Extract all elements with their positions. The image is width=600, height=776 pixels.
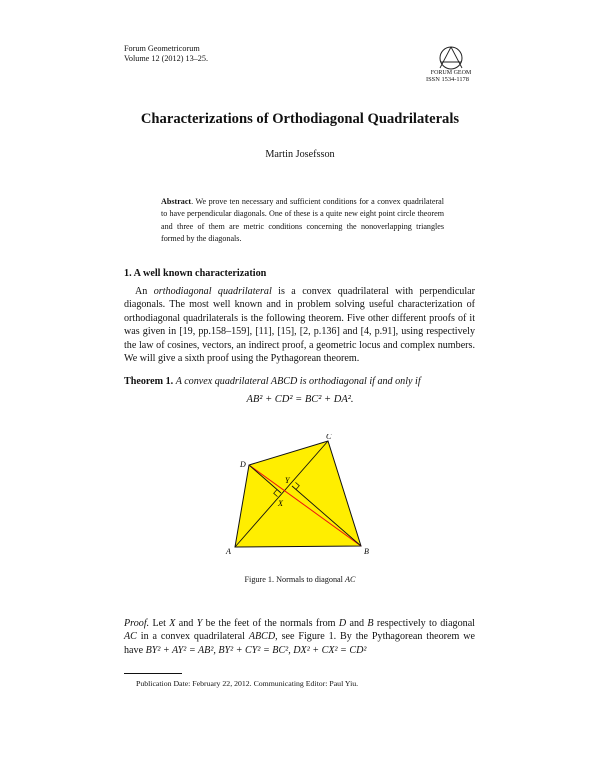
- journal-name: Forum Geometricorum: [124, 44, 200, 53]
- proof-label: Proof.: [124, 618, 150, 629]
- theorem-label: Theorem 1.: [124, 376, 174, 387]
- issn: ISSN 1534-1178: [426, 76, 469, 83]
- label-D: D: [240, 460, 246, 469]
- abstract-text: . We prove ten necessary and sufficient conditions for a convex quadrilateral to have perpendicular diagonals. One of these is a quite new eight point circle theorem and three of them are metric conditions concerning the nonoverlapping triangles formed by the diagonals.: [161, 197, 444, 243]
- footnote: Publication Date: February 22, 2012. Communicating Editor: Paul Yiu.: [136, 679, 359, 688]
- theorem-equation: AB² + CD² = BC² + DA².: [246, 394, 354, 405]
- logo-icon: [428, 44, 474, 76]
- abstract: [161, 196, 444, 245]
- proof-equations: BY² + AY² = AB², BY² + CY² = BC², DX² + CX² = CD²: [145, 644, 367, 656]
- quadrilateral-diagram: [220, 434, 380, 564]
- figure-caption: Figure 1. Normals to diagonal AC: [244, 575, 356, 584]
- paper-title: Characterizations of Orthodiagonal Quadrilaterals: [140, 111, 460, 127]
- intro-paragraph: An orthodiagonal quadrilateral is a convex quadrilateral with perpendicular diagonals. The most well known and in problem solving useful characterization of orthodiagonal quadrilaterals is the following theorem. Five other different proofs of it was given in [19, pp.158–159], [11], [15], [2, p.136] and [4, p.91], using respectively the law of cosines, vectors, an indirect proof, a geometric locus and complex numbers. We will give a sixth proof using the Pythagorean theorem.: [124, 286, 475, 365]
- journal-logo: [428, 44, 474, 76]
- abstract-label: Abstract: [161, 197, 192, 206]
- proof-paragraph: Proof. Let X and Y be the feet of the normals from D and B respectively to diagonal AC in a convex quadrilateral ABCD, see Figure 1. By the Pythagorean theorem we have BY² + AY² = AB², BY² + CY² = BC², DX² + CX² = CD²: [124, 618, 475, 656]
- section-heading: 1. A well known characterization: [124, 268, 267, 279]
- quadrilateral-ABCD: [235, 441, 361, 547]
- logo-text: FORUM GEOM: [430, 70, 472, 76]
- label-C: C: [326, 434, 332, 441]
- theorem-1: [124, 375, 475, 388]
- label-X: X: [278, 499, 283, 508]
- label-Y: Y: [285, 476, 290, 485]
- theorem-statement: A convex quadrilateral ABCD is orthodiagonal if and only if: [175, 376, 421, 387]
- author-name: Martin Josefsson: [265, 149, 335, 160]
- term-orthodiagonal: orthodiagonal quadrilateral: [153, 286, 272, 297]
- footnote-rule: [124, 673, 182, 674]
- label-A: A: [226, 547, 231, 556]
- volume-line: Volume 12 (2012) 13–25.: [124, 54, 208, 63]
- label-B: B: [364, 547, 369, 556]
- figure-1: [220, 434, 380, 569]
- journal-header: [124, 44, 208, 64]
